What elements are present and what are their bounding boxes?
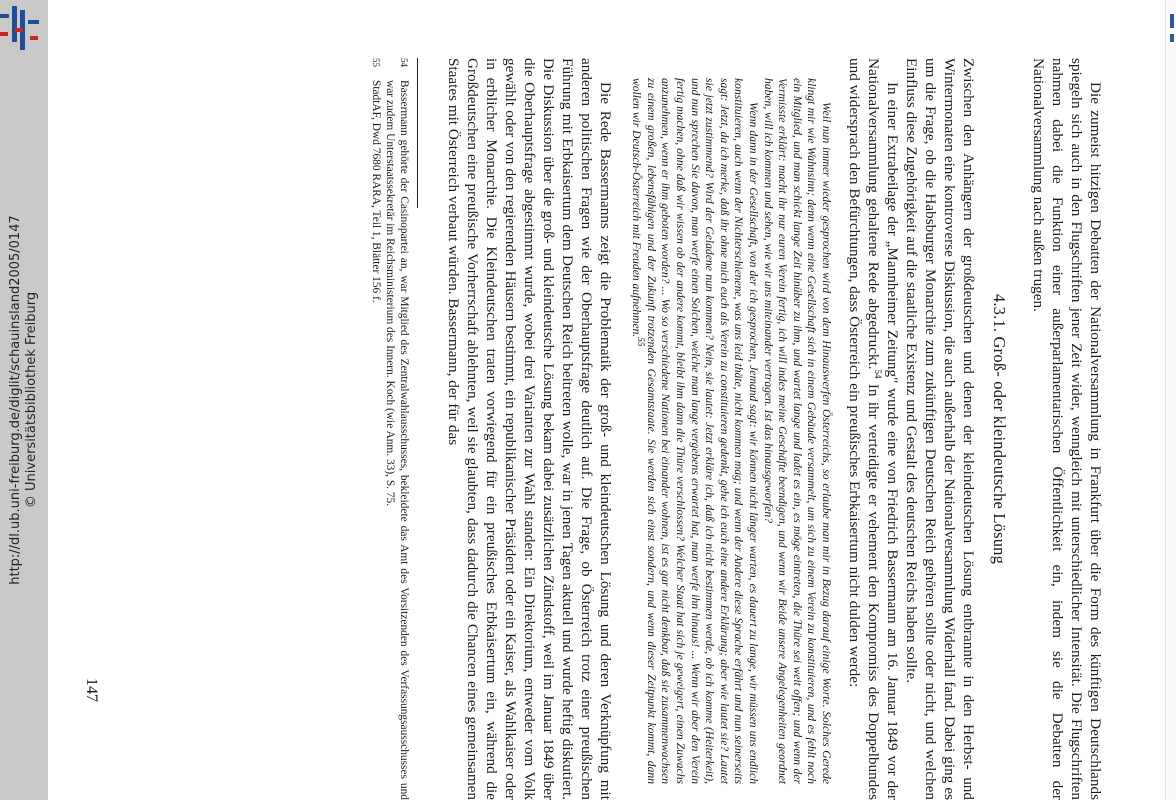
footnote-ref[interactable]: 54: [873, 369, 884, 379]
right-edge-bar: [1165, 0, 1176, 800]
source-url[interactable]: http://dl.ub.uni-freiburg.de/diglit/schauinsland2005/0147: [8, 215, 23, 585]
copyright-notice: © Universitätsbibliothek Freiburg: [24, 291, 39, 509]
right-edge-mark: [1170, 34, 1174, 42]
footnote: [369, 58, 383, 800]
paragraph-bassermann: [845, 58, 902, 800]
right-edge-mark: [1170, 14, 1174, 28]
viewer-sidebar: [0, 0, 48, 800]
footnote-number: 54: [398, 58, 409, 67]
footnote-divider: [417, 58, 418, 208]
paragraph-text: In einer Extrabeilage der „Mannheimer Zeitung" wurde eine von Friedrich Bassermann am 16. Januar 1849 vor der Nationalversammlung gehaltene Rede abgedruckt.: [865, 58, 901, 800]
paragraph-analysis: Die Rede Bassermanns zeigt die Problematik der groß- und kleindeutschen Lösung und deren Verknüpfung mit anderen politischen Fragen wie der Oberhauptsfrage deutlich auf. Die Frage, ob Österreich trotz einer preußischen Führung mit Erbkaisertum dem Deutschen Reich beitreten wolle, war in jenen Tagen aktuell und wurde heftig diskutiert. Die Diskussion über die groß- und kleindeutsche Lösung bekam dabei zusätzlichen Zündstoff, weil im Januar 1849 über die Oberhauptsfrage abgestimmt wurde, wobei drei Varianten zur Wahl standen: Ein Direktorium, entweder vom Volk gewählt oder von den regierenden Häusern bestimmt, ein republikanischer Präsident oder ein Kaiser, als Wahlkaiser oder in erblicher Monarchie. Die Kleindeutschen traten vorwiegend für ein preußisches Erbkaisertum ein, während die Großdeutschen eine preußische Vorherrschaft ablehnten, weil sie glaubten, dass dadurch die Chancen eines gemeinsamen Staates mit Österreich verbaut würden. Bassermann, der für das: [444, 58, 614, 800]
section-heading: 4.3.1. Groß- oder kleindeutsche Lösung: [990, 293, 1009, 565]
quote-text: Wenn dann in der Gesellschaft, von der ich gesprochen, Jemand sagt: wir können nicht länger warten, es dauert zu lange, wir müssen uns endlich konstituieren, auch wenn der Nichterschienene, was uns leid thäte, nicht kommen mag; und wenn der Andere diese Sprache erfährt und nun seinerseits sagt: Jetzt, da ich merke, daß ihr ohne mich euch als Verein zu constituieren gedenkt, gehe ich euch eine andere Erklärung; aber wie lautet sie? Lautet sie jetzt zustimmend? Wird der Geladene nun kommen? Nein, sie lautet: Jetzt erkläre ich, daß ich nicht bestimmen werde, ob ich komme (Heiterkeit), und nun sprechen Sie davon, man werfe einen Solchen, welche man lange vergebens erwartet hat, man werfe ihn hinaus! ... Wenn wir aber den Verein fertig machen, ohne daß wir wissen ob der andere kommt, bleibt ihm dann die Thüre verschlossen? Welcher Staat hat sich je geweigert, einen Zuwachs anzunehmen, wenn er ihm geboten worden? ... Wo so verschiedene Nationen bei einander wohnen, ist es gar nicht denkbar, daß sie zusammenwachsen zu einem großen, lebensfähigen und der Zukunft trotzenden Gesamtstaate. Sie werden sich einst sondern, und wenn dieser Zeitpunkt kommt, dann wollen wir Deutsch-Österreich mit Freuden aufnehmen.: [630, 78, 761, 784]
footnote-text: Bassermann gehörte der Casinopartei an, war Mitglied des Zentralwahlausschusses, bekleidete das Amt des Vorsitzenden des Verfassungsausschusses und war zudem Unterstaatssekretär im Reichsministerium des Innern. Koch (wie Anm. 33), S. 75.: [383, 80, 410, 800]
page-number: 147: [83, 678, 100, 702]
footnote: [383, 58, 411, 800]
footnote-ref[interactable]: 55: [636, 337, 647, 347]
document-page: [83, 58, 1105, 800]
footnote-number: 55: [370, 58, 381, 67]
paragraph-text: In ihr verteidigte er vehement den Kompromiss des Doppelbundes und widersprach den Befürchtungen, dass Österreich ein preußisches Erbkaisertum nicht dulden werde:: [846, 58, 882, 800]
block-quote: [629, 78, 833, 784]
footnote-text: StadtAF, Dwd 7680 RARA, Teil 1, Blätter 156 f.: [369, 80, 382, 303]
paragraph-discussion: Zwischen den Anhängern der großdeutschen und denen der kleindeutschen Lösung entbrannte in den Herbst- und Wintermonaten eine kontroverse Diskussion, die auch außerhalb der Nationalversammlung Widerhall fand. Dabei ging es um die Frage, ob die Habsburger Monarchie zum zukünftigen Deutschen Reich gehören sollte oder nicht, und welchen Einfluss diese Zugehörigkeit auf die staatliche Existenz und Gestalt des deutschen Reichs haben sollte.: [903, 58, 977, 800]
paragraph-intro: Die zumeist hitzigen Debatten der Nationalversammlung in Frankfurt über die Form des künftigen Deutschlands spiegeln sich auch in den Flugschriften jener Zeit wider, wenngleich mit unterschiedlicher Intensität. Die Flugschriften nahmen dabei die Funktion einer außerparlamentarischen Öffentlichkeit ein, indem sie die Debatten der Nationalversammlung nach außen trugen.: [1030, 58, 1104, 800]
quote-paragraph: [629, 78, 760, 784]
sidebar-text: [0, 0, 48, 800]
footnotes: [369, 58, 411, 800]
quote-paragraph: Weil nun immer wieder gesprochen wird von dem Hinauswerfen Österreichs, so erlaube man mir in Bezug darauf einige Worte. Solches Gerede klingt mir wie Wahnsinn; denn wenn eine Gesellschaft sich in einem Gebäude versammelt, um sich zu einem Verein zu konstituieren, und es fehlt noch ein Mitglied, und man schickt lange Zeit hinüber zu ihm, und wartet lange und ladet es ein, es möge eintreten, die Thüre sei weit offen; und wenn der Vermisste erklärt: macht ihr nur euren Verein fertig, ich will indes meine Geschäfte beendigen, und wenn wir Beide unsere Angelegenheiten geordnet haben, will ich kommen und sehen, wie wir uns miteinander vertragen. Ist das hinausgeworfen?: [761, 78, 833, 784]
